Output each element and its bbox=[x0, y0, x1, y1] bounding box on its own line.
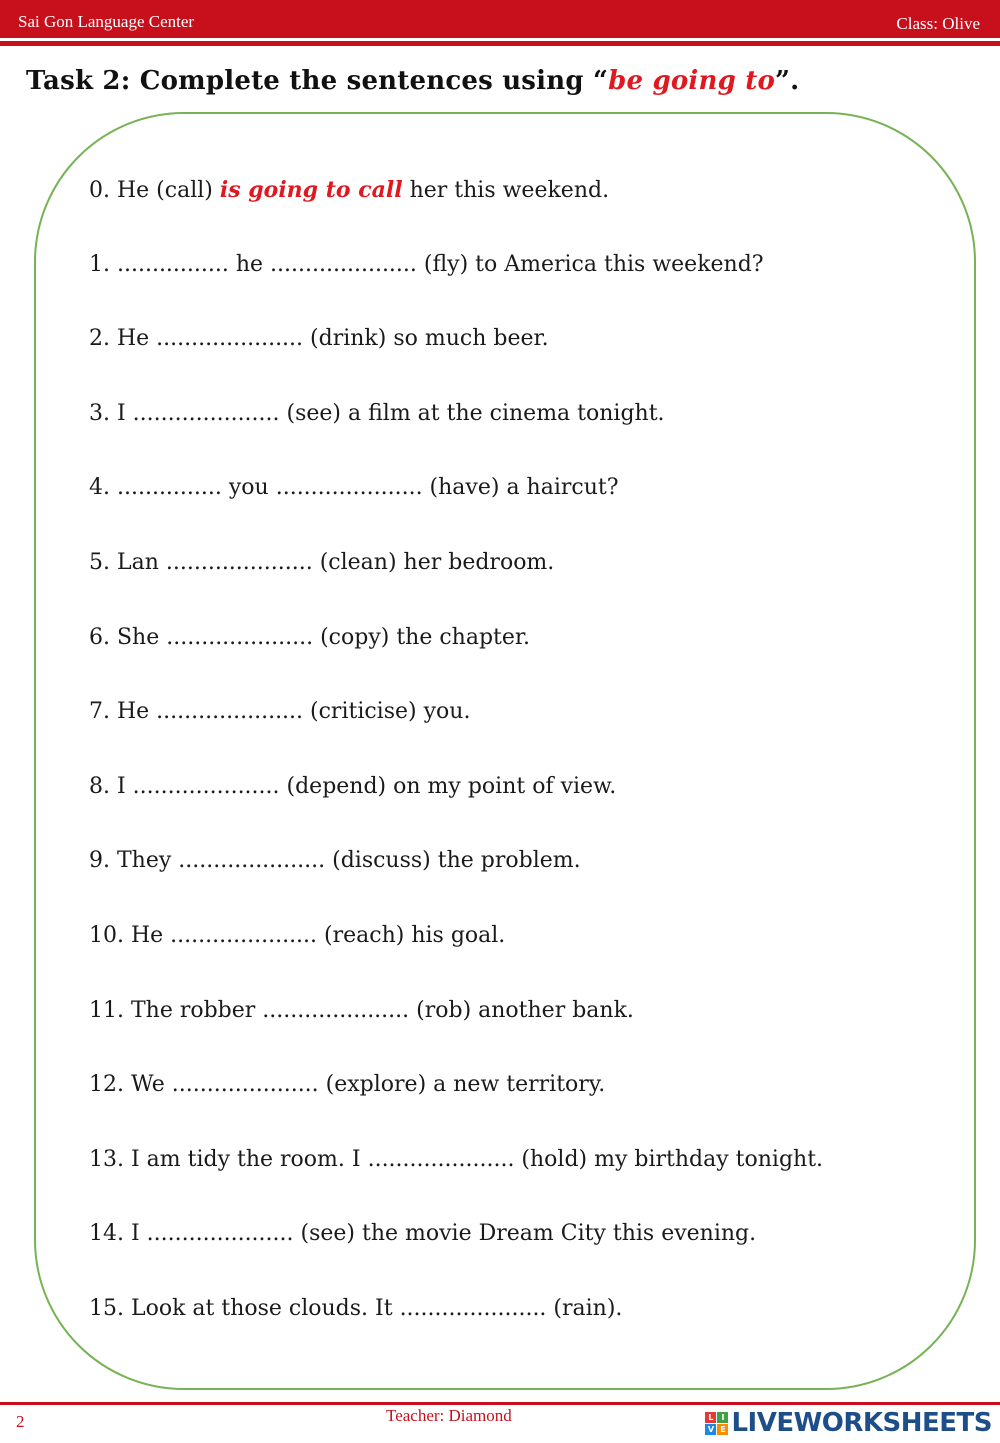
footer-divider bbox=[0, 1402, 1000, 1405]
class-name: Class: Olive bbox=[896, 14, 980, 33]
task-keyword: be going to bbox=[608, 66, 775, 96]
page-number: 2 bbox=[16, 1412, 25, 1431]
example-before: 0. He (call) bbox=[89, 178, 220, 203]
teacher-name: Teacher: Diamond bbox=[386, 1406, 512, 1425]
sentence-1[interactable]: 1. ................ he ..................... (fly) to America this weekend? bbox=[89, 251, 764, 277]
example-after: her this weekend. bbox=[402, 178, 610, 203]
sentence-5[interactable]: 5. Lan ..................... (clean) her bedroom. bbox=[89, 549, 555, 575]
logo-block-v: V bbox=[705, 1424, 716, 1435]
sentence-2[interactable]: 2. He ..................... (drink) so much beer. bbox=[89, 326, 549, 352]
sentence-11[interactable]: 11. The robber ..................... (rob) another bank. bbox=[89, 997, 634, 1023]
sentence-9[interactable]: 9. They ..................... (discuss) the problem. bbox=[89, 848, 581, 874]
sentence-4[interactable]: 4. ............... you ..................... (have) a haircut? bbox=[89, 475, 619, 501]
logo-blocks-icon bbox=[705, 1412, 728, 1435]
sentence-3[interactable]: 3. I ..................... (see) a film at the cinema tonight. bbox=[89, 400, 665, 426]
sentence-10[interactable]: 10. He ..................... (reach) his goal. bbox=[89, 922, 506, 948]
school-name: Sai Gon Language Center bbox=[18, 12, 195, 31]
sentence-12[interactable]: 12. We ..................... (explore) a new territory. bbox=[89, 1072, 606, 1098]
sentence-6[interactable]: 6. She ..................... (copy) the chapter. bbox=[89, 624, 530, 650]
logo-block-i: I bbox=[717, 1412, 728, 1423]
task-title bbox=[26, 66, 799, 96]
task-title-suffix: ”. bbox=[774, 66, 800, 96]
sentence-7[interactable]: 7. He ..................... (criticise) you. bbox=[89, 699, 471, 725]
example-answer: is going to call bbox=[219, 177, 403, 203]
header-divider bbox=[0, 41, 1000, 46]
sentence-15[interactable]: 15. Look at those clouds. It ..................... (rain). bbox=[89, 1295, 623, 1321]
logo-block-e: E bbox=[717, 1424, 728, 1435]
sentence-list bbox=[89, 172, 969, 1366]
liveworksheets-logo[interactable] bbox=[705, 1408, 992, 1438]
sentence-14[interactable]: 14. I ..................... (see) the movie Dream City this evening. bbox=[89, 1221, 757, 1247]
sentence-13[interactable]: 13. I am tidy the room. I ..................... (hold) my birthday tonight. bbox=[89, 1146, 824, 1172]
task-title-prefix: Task 2: Complete the sentences using “ bbox=[26, 66, 609, 96]
logo-block-l: L bbox=[705, 1412, 716, 1423]
sentence-8[interactable]: 8. I ..................... (depend) on my point of view. bbox=[89, 773, 617, 799]
logo-text: LIVEWORKSHEETS bbox=[731, 1408, 992, 1438]
header-bar bbox=[0, 0, 1000, 38]
example-sentence bbox=[89, 172, 969, 247]
